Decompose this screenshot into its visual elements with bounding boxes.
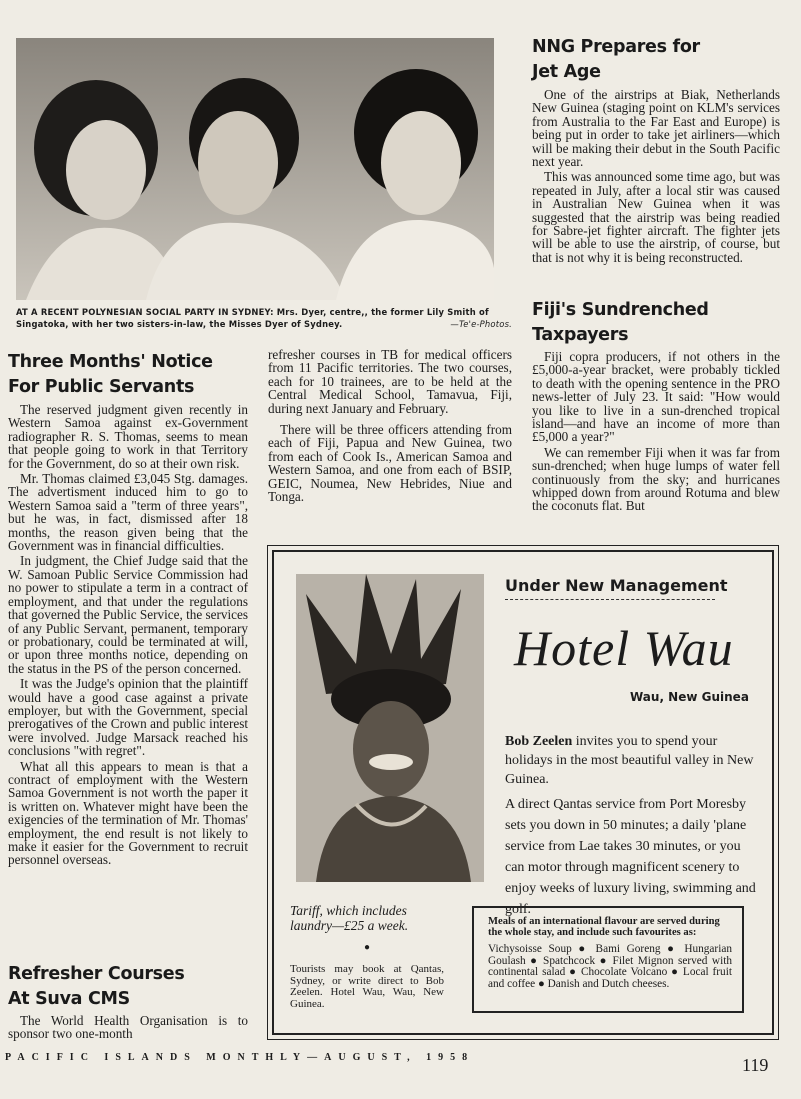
hotel-logo: Hotel Wau — [514, 620, 734, 676]
photo-credit: —Te'e-Photos. — [450, 319, 512, 329]
paragraph: There will be three officers attending from each of Fiji, Papua and New Guinea, two from each of Cook Is., American Samoa and Western Samoa, and one from each of BSIP, GEIC, Noumea, New Hebrides, Niue and Tonga. — [268, 422, 512, 505]
tribesman-photo — [296, 574, 484, 882]
article-fiji — [532, 298, 780, 515]
article-nng — [532, 35, 780, 266]
article-title: NNG Prepares for Jet Age — [532, 37, 700, 82]
caption-text: AT A RECENT POLYNESIAN SOCIAL PARTY IN SYDNEY: Mrs. Dyer, centre,, the former Lily Smith of Singatoka, with her two sisters-in-law, the Misses Dyer of Sydney. — [16, 307, 489, 329]
photo-caption — [16, 306, 512, 330]
article-refresher — [8, 962, 248, 1043]
article-title: Fiji's Sundrenched Taxpayers — [532, 300, 709, 345]
ad-travel-info: A direct Qantas service from Port Moresby sets you down in 50 minutes; a daily 'plane service from Lae takes 30 minutes, or you can motor through magnificent scenery to enjoy weeks of luxury living, swimming and golf. — [505, 797, 756, 917]
page-number: 119 — [742, 1055, 769, 1075]
ad-tariff: Tariff, which includes laundry—£25 a week. — [290, 903, 409, 933]
paragraph: Fiji copra producers, if not others in the £5,000-a-year bracket, were probably tickled to death with the opening sentence in the PRO news-letter of July 23. It said: "How would you like to live in a sun-drenched tropical island—and have an income of more than £5,000 a year?" — [532, 349, 780, 445]
page-footer — [5, 1052, 785, 1063]
ad-heading: Under New Management — [505, 576, 728, 595]
meals-list: Vichysoisse Soup ● Bami Goreng ● Hungarian Goulash ● Spatchcock ● Filet Mignon served with continental salad ● Chocolate Volcano ● Local fruit and coffee ● Danish and Dutch cheeses. — [488, 943, 732, 990]
meals-box — [472, 906, 744, 1013]
heading-divider — [505, 599, 715, 600]
paragraph: refresher courses in TB for medical officers from 11 Pacific territories. The two courses, each for 10 trainees, are to be held at the Central Medical School, Tamavua, Fiji, during next January and February. — [268, 347, 512, 416]
bullet-separator: ● — [364, 942, 371, 953]
ad-booking: Tourists may book at Qantas, Sydney, or write direct to Bob Zeelen. Hotel Wau, Wau, New Guinea. — [290, 963, 444, 1010]
paragraph: In judgment, the Chief Judge said that the W. Samoan Public Service Commission had no power to stipulate a term in a contract of employment, and that under the regulations that governed the Public Service, the services of any Public Servant, permanent, temporary or probationary, could be terminated at will, or upon three months notice, depending on the status in the PS of the person concerned. — [8, 553, 248, 676]
hotel-advertisement — [267, 545, 779, 1040]
paragraph: One of the airstrips at Biak, Netherlands New Guinea (staging point on KLM's services from Australia to the Far East and Europe) is being put in order to take jet airliners—which will be making their debut in the South Pacific next year. — [532, 87, 780, 170]
paragraph: The reserved judgment given recently in Western Samoa against ex-Government radiographer R. S. Thomas, seems to mean that people going to work in that Territory for the Government, do so at their own risk. — [8, 402, 248, 471]
paragraph: Mr. Thomas claimed £3,045 Stg. damages. The advertisment induced him to go to Western Samoa said a "term of three years", but he was, in fact, dismissed after 18 months, the reason given being that the Government was in financial difficulties. — [8, 471, 248, 554]
paragraph: The World Health Organisation is to sponsor two one-month — [8, 1013, 248, 1042]
paragraph: It was the Judge's opinion that the plaintiff would have a good case against a private employer, but with the Government, special prerogatives of the Crown and public interest were involved. Judge Marsack reached his conclusions "with regret". — [8, 676, 248, 759]
invitation-text: invites you to spend your holidays in the most beautiful valley in New Guinea. — [505, 734, 754, 787]
article-title: Refresher Courses At Suva CMS — [8, 964, 185, 1009]
paragraph: This was announced some time ago, but was repeated in July, after a local stir was caused in Australian New Guinea when it was suggested that the airstrip was being readied for Sabre-jet fighter aircraft. The fighter jets will be able to use the airstrip, of course, but that is not why it is being reconstructed. — [532, 169, 780, 265]
paragraph: What all this appears to mean is that a contract of employment with the Western Samoa Government is not worth the paper it is written on. Whatever might have been the exigencies of the termination of Mr. Thomas' employment, the end result is not likely to make it easier for the Government to recruit personnel overseas. — [8, 758, 248, 868]
paragraph: We can remember Fiji when it was far from sun-drenched; when huge lumps of water fell continuously from the sky; and hurricanes whipped down from around Rotuma and blew the coconuts flat. But — [532, 444, 780, 514]
group-photo — [16, 38, 494, 300]
owner-name: Bob Zeelen — [505, 734, 573, 749]
hotel-location: Wau, New Guinea — [630, 690, 749, 704]
magazine-issue: PACIFIC ISLANDS MONTHLY—AUGUST, 1958 — [5, 1052, 475, 1063]
article-refresher-continued — [268, 348, 512, 505]
tribesman-illustration — [296, 574, 484, 882]
article-title: Three Months' Notice For Public Servants — [8, 352, 213, 397]
article-notice — [8, 350, 248, 869]
photo-illustration — [16, 38, 494, 300]
ad-invitation — [505, 732, 761, 789]
meals-intro: Meals of an international flavour are served during the whole stay, and include such favourites as: — [488, 916, 720, 938]
